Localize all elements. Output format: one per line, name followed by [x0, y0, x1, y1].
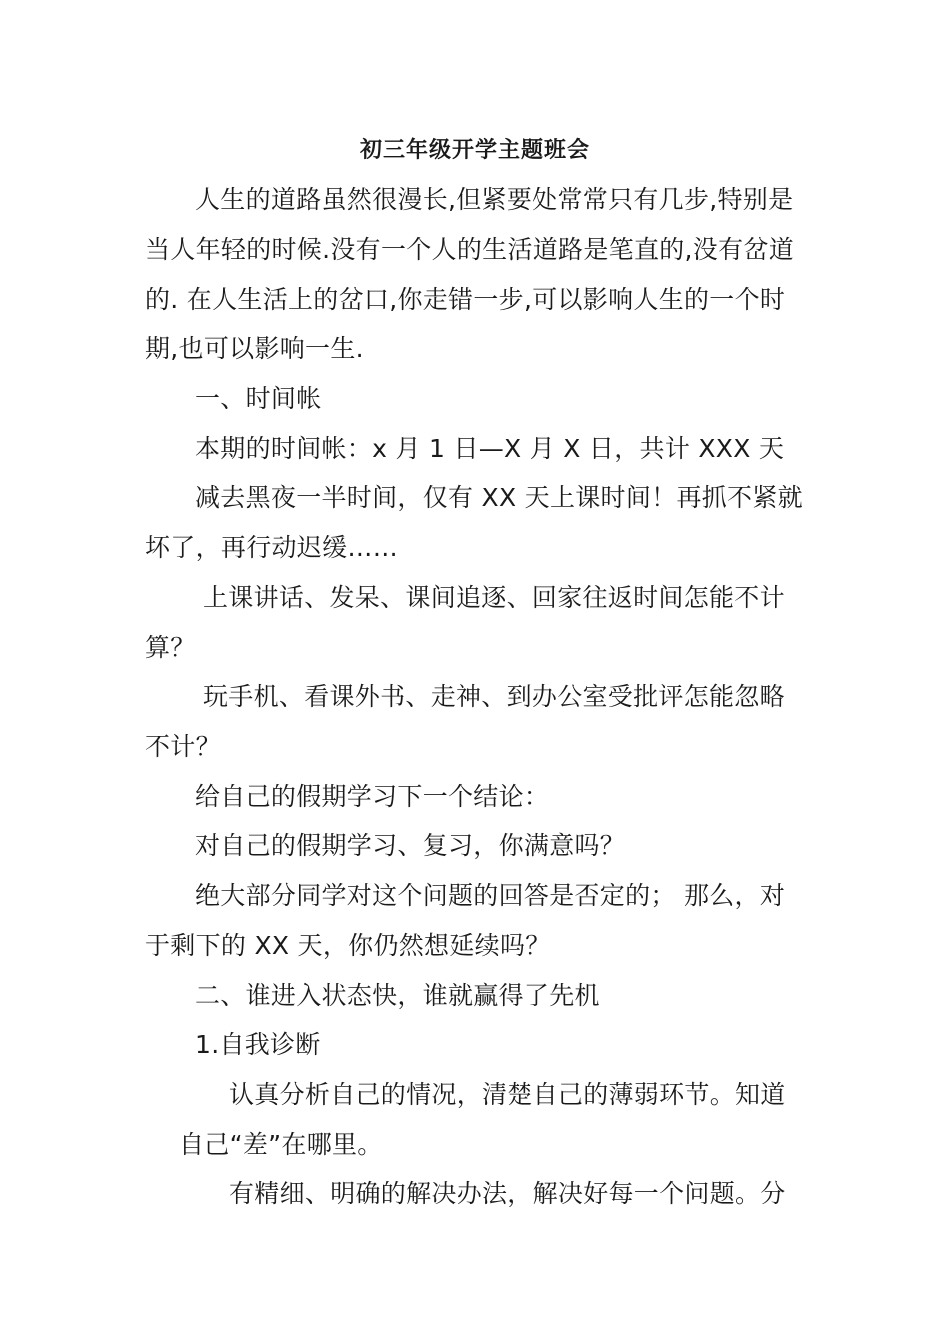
section-heading: 一、时间帐	[195, 384, 322, 413]
paragraph-line: 上课讲话、发呆、课间追逐、回家往返时间怎能不计	[203, 583, 785, 612]
subsection-heading: 1.自我诊断	[195, 1030, 321, 1059]
paragraph-line: 给自己的假期学习下一个结论：	[195, 782, 550, 811]
paragraph-line: 本期的时间帐：x 月 1 日—X 月 X 日，共计 XXX 天	[195, 434, 785, 463]
paragraph-line: 绝大部分同学对这个问题的回答是否定的； 那么，对	[195, 881, 786, 910]
paragraph-line: 减去黑夜一半时间，仅有 XX 天上课时间！再抓不紧就	[195, 483, 803, 512]
document-title: 初三年级开学主题班会	[359, 138, 590, 163]
paragraph-line: 坏了，再行动迟缓……	[145, 533, 399, 562]
paragraph-line: 不计？	[145, 732, 221, 761]
paragraph-line: 玩手机、看课外书、走神、到办公室受批评怎能忽略	[203, 682, 785, 711]
paragraph-line: 对自己的假期学习、复习，你满意吗？	[195, 831, 626, 860]
paragraph-line: 当人年轻的时候.没有一个人的生活道路是笔直的,没有岔道	[145, 235, 794, 264]
section-heading: 二、谁进入状态快，谁就赢得了先机	[195, 981, 600, 1010]
paragraph-line: 期,也可以影响一生.	[145, 334, 364, 363]
paragraph-line: 有精细、明确的解决办法，解决好每一个问题。分	[229, 1179, 786, 1208]
paragraph-line: 人生的道路虽然很漫长,但紧要处常常只有几步,特别是	[195, 185, 794, 214]
paragraph-line: 于剩下的 XX 天，你仍然想延续吗？	[145, 931, 551, 960]
paragraph-line: 自己“差”在哪里。	[179, 1130, 383, 1159]
paragraph-line: 的. 在人生活上的岔口,你走错一步,可以影响人生的一个时	[145, 285, 786, 314]
paragraph-line: 认真分析自己的情况，清楚自己的薄弱环节。知道	[229, 1080, 786, 1109]
paragraph-line: 算？	[145, 633, 196, 662]
